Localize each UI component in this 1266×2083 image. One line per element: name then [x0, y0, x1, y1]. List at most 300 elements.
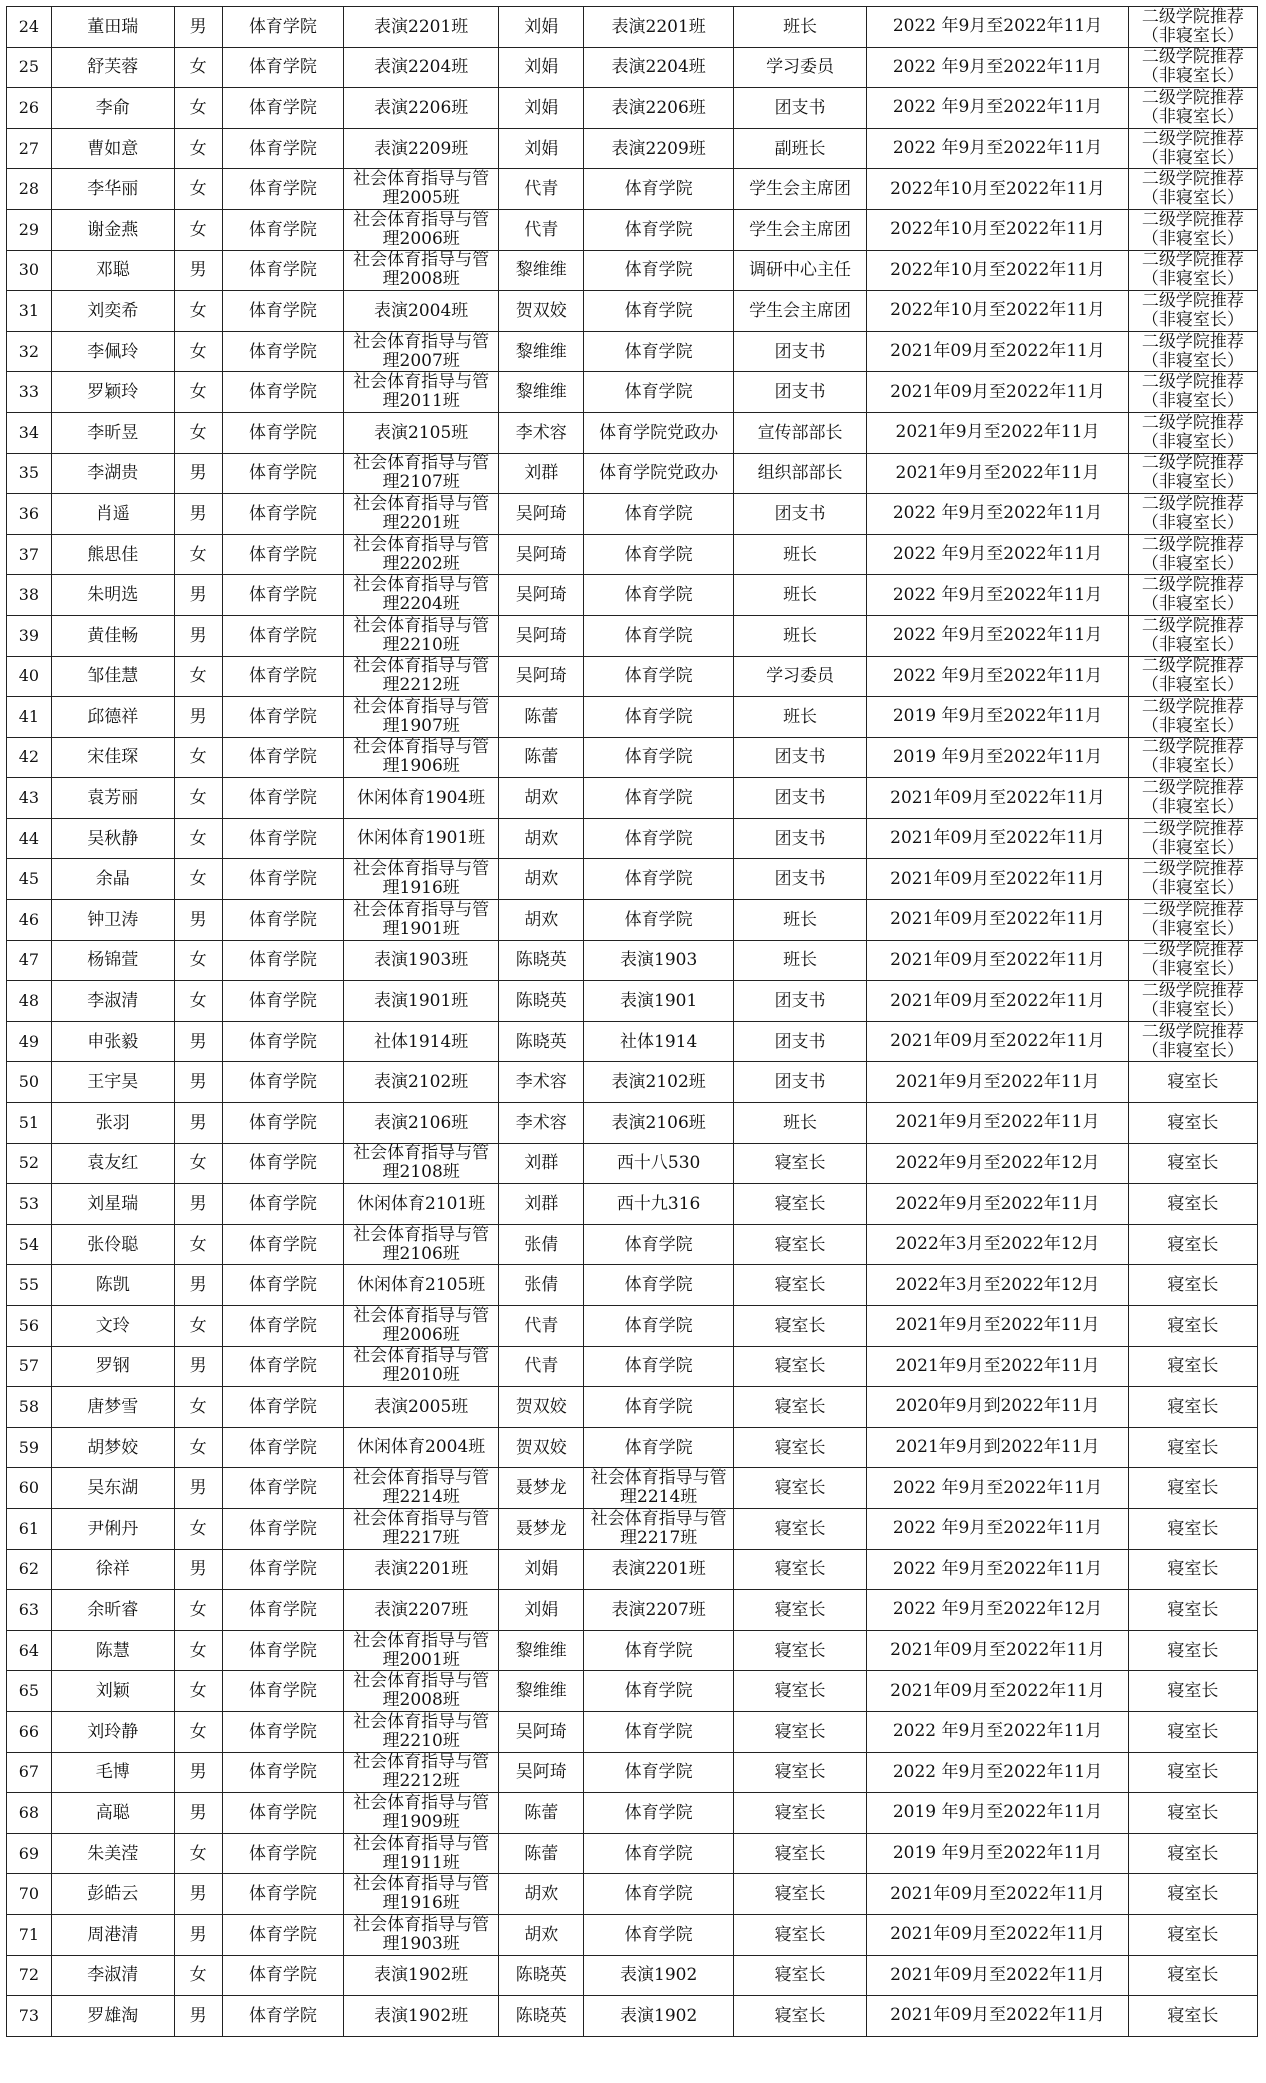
- class-name-cell: 社会体育指导与管理2201班: [344, 494, 499, 535]
- student-name-cell: 徐祥: [51, 1549, 174, 1590]
- class-name-cell: 休闲体育1901班: [344, 818, 499, 859]
- advisor-cell: 吴阿琦: [499, 534, 584, 575]
- advisor-cell: 刘娟: [499, 1549, 584, 1590]
- unit-cell: 体育学院: [584, 1711, 733, 1752]
- advisor-cell: 李术容: [499, 1062, 584, 1103]
- college-cell: 体育学院: [222, 250, 344, 291]
- advisor-cell: 刘娟: [499, 47, 584, 88]
- college-cell: 体育学院: [222, 818, 344, 859]
- gender-cell: 女: [174, 209, 222, 250]
- gender-cell: 女: [174, 1387, 222, 1428]
- table-row: [7, 372, 1258, 413]
- term-period-cell: 2021年9月至2022年11月: [867, 1103, 1129, 1144]
- recommendation-type-cell: 二级学院推荐（非寝室长）: [1128, 859, 1257, 900]
- advisor-cell: 张倩: [499, 1224, 584, 1265]
- recommendation-type-cell: 寝室长: [1128, 1184, 1257, 1225]
- advisor-cell: 吴阿琦: [499, 656, 584, 697]
- gender-cell: 女: [174, 1711, 222, 1752]
- class-name-cell: 社会体育指导与管理2106班: [344, 1224, 499, 1265]
- unit-cell: 体育学院: [584, 656, 733, 697]
- recommendation-type-cell: 二级学院推荐（非寝室长）: [1128, 494, 1257, 535]
- student-name-cell: 王宇昊: [51, 1062, 174, 1103]
- class-name-cell: 社体1914班: [344, 1021, 499, 1062]
- term-period-cell: 2019 年9月至2022年11月: [867, 697, 1129, 738]
- unit-cell: 体育学院: [584, 900, 733, 941]
- table-row: [7, 1711, 1258, 1752]
- unit-cell: 体育学院: [584, 372, 733, 413]
- position-cell: 寝室长: [733, 1874, 866, 1915]
- unit-cell: 社会体育指导与管理2214班: [584, 1468, 733, 1509]
- class-name-cell: 社会体育指导与管理2202班: [344, 534, 499, 575]
- student-name-cell: 罗颖玲: [51, 372, 174, 413]
- advisor-cell: 黎维维: [499, 250, 584, 291]
- table-row: [7, 1468, 1258, 1509]
- gender-cell: 女: [174, 1590, 222, 1631]
- position-cell: 寝室长: [733, 1833, 866, 1874]
- row-index-cell: 73: [7, 1996, 52, 2037]
- advisor-cell: 黎维维: [499, 372, 584, 413]
- row-index-cell: 26: [7, 88, 52, 129]
- advisor-cell: 李术容: [499, 412, 584, 453]
- unit-cell: 体育学院: [584, 1224, 733, 1265]
- college-cell: 体育学院: [222, 737, 344, 778]
- gender-cell: 男: [174, 453, 222, 494]
- term-period-cell: 2021年09月至2022年11月: [867, 1996, 1129, 2037]
- class-name-cell: 社会体育指导与管理2005班: [344, 169, 499, 210]
- student-name-cell: 余晶: [51, 859, 174, 900]
- college-cell: 体育学院: [222, 1306, 344, 1347]
- recommendation-type-cell: 寝室长: [1128, 1996, 1257, 2037]
- student-name-cell: 刘颖: [51, 1671, 174, 1712]
- row-index-cell: 64: [7, 1630, 52, 1671]
- recommendation-type-cell: 二级学院推荐（非寝室长）: [1128, 331, 1257, 372]
- student-name-cell: 杨锦萱: [51, 940, 174, 981]
- position-cell: 组织部部长: [733, 453, 866, 494]
- position-cell: 班长: [733, 575, 866, 616]
- student-name-cell: 李佩玲: [51, 331, 174, 372]
- class-name-cell: 表演2204班: [344, 47, 499, 88]
- class-name-cell: 表演2201班: [344, 1549, 499, 1590]
- position-cell: 寝室长: [733, 1387, 866, 1428]
- term-period-cell: 2022 年9月至2022年11月: [867, 7, 1129, 48]
- college-cell: 体育学院: [222, 1346, 344, 1387]
- table-row: [7, 1265, 1258, 1306]
- recommendation-type-cell: 寝室长: [1128, 1265, 1257, 1306]
- row-index-cell: 46: [7, 900, 52, 941]
- term-period-cell: 2022 年9月至2022年11月: [867, 88, 1129, 129]
- class-name-cell: 休闲体育2105班: [344, 1265, 499, 1306]
- table-row: [7, 1874, 1258, 1915]
- term-period-cell: 2021年9月至2022年11月: [867, 1062, 1129, 1103]
- class-name-cell: 表演2206班: [344, 88, 499, 129]
- class-name-cell: 社会体育指导与管理1901班: [344, 900, 499, 941]
- term-period-cell: 2019 年9月至2022年11月: [867, 1833, 1129, 1874]
- row-index-cell: 69: [7, 1833, 52, 1874]
- unit-cell: 表演2201班: [584, 7, 733, 48]
- gender-cell: 女: [174, 1143, 222, 1184]
- class-name-cell: 表演2201班: [344, 7, 499, 48]
- college-cell: 体育学院: [222, 1143, 344, 1184]
- college-cell: 体育学院: [222, 291, 344, 332]
- gender-cell: 男: [174, 615, 222, 656]
- term-period-cell: 2020年9月到2022年11月: [867, 1387, 1129, 1428]
- recommendation-type-cell: 二级学院推荐（非寝室长）: [1128, 981, 1257, 1022]
- unit-cell: 社体1914: [584, 1021, 733, 1062]
- college-cell: 体育学院: [222, 1996, 344, 2037]
- table-row: [7, 1752, 1258, 1793]
- unit-cell: 表演1902: [584, 1996, 733, 2037]
- class-name-cell: 表演2106班: [344, 1103, 499, 1144]
- unit-cell: 体育学院党政办: [584, 412, 733, 453]
- position-cell: 班长: [733, 940, 866, 981]
- term-period-cell: 2021年09月至2022年11月: [867, 940, 1129, 981]
- term-period-cell: 2022 年9月至2022年11月: [867, 656, 1129, 697]
- unit-cell: 表演2209班: [584, 128, 733, 169]
- student-name-cell: 余昕睿: [51, 1590, 174, 1631]
- table-row: [7, 291, 1258, 332]
- position-cell: 寝室长: [733, 1914, 866, 1955]
- unit-cell: 体育学院: [584, 1833, 733, 1874]
- position-cell: 寝室长: [733, 1346, 866, 1387]
- recommendation-type-cell: 二级学院推荐（非寝室长）: [1128, 1021, 1257, 1062]
- student-name-cell: 周港清: [51, 1914, 174, 1955]
- table-row: [7, 1062, 1258, 1103]
- table-row: [7, 778, 1258, 819]
- row-index-cell: 62: [7, 1549, 52, 1590]
- term-period-cell: 2022 年9月至2022年11月: [867, 128, 1129, 169]
- advisor-cell: 刘娟: [499, 128, 584, 169]
- recommendation-type-cell: 二级学院推荐（非寝室长）: [1128, 615, 1257, 656]
- gender-cell: 女: [174, 128, 222, 169]
- term-period-cell: 2022 年9月至2022年11月: [867, 1468, 1129, 1509]
- unit-cell: 体育学院: [584, 615, 733, 656]
- unit-cell: 体育学院: [584, 859, 733, 900]
- row-index-cell: 31: [7, 291, 52, 332]
- college-cell: 体育学院: [222, 1955, 344, 1996]
- position-cell: 团支书: [733, 859, 866, 900]
- table-row: [7, 1306, 1258, 1347]
- term-period-cell: 2022年9月至2022年12月: [867, 1143, 1129, 1184]
- position-cell: 寝室长: [733, 1549, 866, 1590]
- unit-cell: 体育学院: [584, 1346, 733, 1387]
- college-cell: 体育学院: [222, 1508, 344, 1549]
- row-index-cell: 52: [7, 1143, 52, 1184]
- position-cell: 寝室长: [733, 1996, 866, 2037]
- table-row: [7, 1590, 1258, 1631]
- class-name-cell: 休闲体育1904班: [344, 778, 499, 819]
- class-name-cell: 社会体育指导与管理2210班: [344, 615, 499, 656]
- recommendation-type-cell: 二级学院推荐（非寝室长）: [1128, 778, 1257, 819]
- college-cell: 体育学院: [222, 453, 344, 494]
- recommendation-type-cell: 寝室长: [1128, 1874, 1257, 1915]
- unit-cell: 西十九316: [584, 1184, 733, 1225]
- row-index-cell: 25: [7, 47, 52, 88]
- table-row: [7, 209, 1258, 250]
- term-period-cell: 2021年9月到2022年11月: [867, 1427, 1129, 1468]
- class-name-cell: 社会体育指导与管理2217班: [344, 1508, 499, 1549]
- row-index-cell: 54: [7, 1224, 52, 1265]
- table-row: [7, 1833, 1258, 1874]
- gender-cell: 男: [174, 1549, 222, 1590]
- recommendation-type-cell: 寝室长: [1128, 1062, 1257, 1103]
- class-name-cell: 社会体育指导与管理1911班: [344, 1833, 499, 1874]
- college-cell: 体育学院: [222, 1184, 344, 1225]
- gender-cell: 女: [174, 818, 222, 859]
- recommendation-type-cell: 寝室长: [1128, 1671, 1257, 1712]
- student-name-cell: 李淑清: [51, 1955, 174, 1996]
- table-row: [7, 1508, 1258, 1549]
- college-cell: 体育学院: [222, 1711, 344, 1752]
- table-row: [7, 1184, 1258, 1225]
- advisor-cell: 吴阿琦: [499, 575, 584, 616]
- unit-cell: 表演2102班: [584, 1062, 733, 1103]
- term-period-cell: 2022 年9月至2022年11月: [867, 47, 1129, 88]
- position-cell: 副班长: [733, 128, 866, 169]
- advisor-cell: 刘群: [499, 1184, 584, 1225]
- student-name-cell: 张伶聪: [51, 1224, 174, 1265]
- gender-cell: 男: [174, 494, 222, 535]
- row-index-cell: 34: [7, 412, 52, 453]
- recommendation-type-cell: 二级学院推荐（非寝室长）: [1128, 128, 1257, 169]
- row-index-cell: 49: [7, 1021, 52, 1062]
- advisor-cell: 陈晓英: [499, 981, 584, 1022]
- term-period-cell: 2022年10月至2022年11月: [867, 209, 1129, 250]
- student-name-cell: 彭皓云: [51, 1874, 174, 1915]
- advisor-cell: 陈蕾: [499, 1793, 584, 1834]
- row-index-cell: 33: [7, 372, 52, 413]
- position-cell: 寝室长: [733, 1508, 866, 1549]
- recommendation-type-cell: 寝室长: [1128, 1590, 1257, 1631]
- term-period-cell: 2019 年9月至2022年11月: [867, 1793, 1129, 1834]
- table-row: [7, 1671, 1258, 1712]
- row-index-cell: 72: [7, 1955, 52, 1996]
- term-period-cell: 2021年09月至2022年11月: [867, 1671, 1129, 1712]
- position-cell: 团支书: [733, 331, 866, 372]
- class-name-cell: 社会体育指导与管理2008班: [344, 250, 499, 291]
- position-cell: 班长: [733, 1103, 866, 1144]
- advisor-cell: 贺双姣: [499, 1387, 584, 1428]
- unit-cell: 表演1903: [584, 940, 733, 981]
- row-index-cell: 60: [7, 1468, 52, 1509]
- student-name-cell: 申张毅: [51, 1021, 174, 1062]
- row-index-cell: 32: [7, 331, 52, 372]
- term-period-cell: 2022年3月至2022年12月: [867, 1224, 1129, 1265]
- row-index-cell: 30: [7, 250, 52, 291]
- table-row: [7, 128, 1258, 169]
- gender-cell: 男: [174, 1184, 222, 1225]
- advisor-cell: 代青: [499, 1346, 584, 1387]
- gender-cell: 女: [174, 656, 222, 697]
- row-index-cell: 24: [7, 7, 52, 48]
- row-index-cell: 36: [7, 494, 52, 535]
- term-period-cell: 2022 年9月至2022年11月: [867, 615, 1129, 656]
- table-row: [7, 250, 1258, 291]
- advisor-cell: 聂梦龙: [499, 1468, 584, 1509]
- gender-cell: 男: [174, 1874, 222, 1915]
- position-cell: 团支书: [733, 1062, 866, 1103]
- college-cell: 体育学院: [222, 169, 344, 210]
- advisor-cell: 吴阿琦: [499, 494, 584, 535]
- recommendation-type-cell: 寝室长: [1128, 1630, 1257, 1671]
- college-cell: 体育学院: [222, 859, 344, 900]
- student-name-cell: 李华丽: [51, 169, 174, 210]
- table-row: [7, 534, 1258, 575]
- table-row: [7, 737, 1258, 778]
- row-index-cell: 40: [7, 656, 52, 697]
- unit-cell: 体育学院: [584, 1387, 733, 1428]
- recommendation-type-cell: 二级学院推荐（非寝室长）: [1128, 818, 1257, 859]
- recommendation-type-cell: 二级学院推荐（非寝室长）: [1128, 169, 1257, 210]
- student-name-cell: 文玲: [51, 1306, 174, 1347]
- gender-cell: 女: [174, 1427, 222, 1468]
- row-index-cell: 38: [7, 575, 52, 616]
- row-index-cell: 65: [7, 1671, 52, 1712]
- student-name-cell: 黄佳畅: [51, 615, 174, 656]
- row-index-cell: 47: [7, 940, 52, 981]
- recommendation-type-cell: 寝室长: [1128, 1833, 1257, 1874]
- advisor-cell: 代青: [499, 1306, 584, 1347]
- gender-cell: 男: [174, 1346, 222, 1387]
- row-index-cell: 27: [7, 128, 52, 169]
- position-cell: 寝室长: [733, 1752, 866, 1793]
- college-cell: 体育学院: [222, 1224, 344, 1265]
- gender-cell: 男: [174, 697, 222, 738]
- college-cell: 体育学院: [222, 1062, 344, 1103]
- unit-cell: 表演2201班: [584, 1549, 733, 1590]
- row-index-cell: 43: [7, 778, 52, 819]
- term-period-cell: 2021年09月至2022年11月: [867, 331, 1129, 372]
- table-row: [7, 818, 1258, 859]
- advisor-cell: 陈蕾: [499, 737, 584, 778]
- student-name-cell: 邹佳慧: [51, 656, 174, 697]
- unit-cell: 表演1901: [584, 981, 733, 1022]
- unit-cell: 体育学院: [584, 1752, 733, 1793]
- position-cell: 寝室长: [733, 1184, 866, 1225]
- college-cell: 体育学院: [222, 697, 344, 738]
- unit-cell: 体育学院: [584, 1265, 733, 1306]
- table-row: [7, 1996, 1258, 2037]
- advisor-cell: 胡欢: [499, 1914, 584, 1955]
- student-name-cell: 毛博: [51, 1752, 174, 1793]
- gender-cell: 女: [174, 88, 222, 129]
- recommendation-type-cell: 寝室长: [1128, 1793, 1257, 1834]
- table-row: [7, 169, 1258, 210]
- unit-cell: 体育学院: [584, 291, 733, 332]
- table-row: [7, 940, 1258, 981]
- gender-cell: 男: [174, 1996, 222, 2037]
- gender-cell: 女: [174, 331, 222, 372]
- term-period-cell: 2021年9月至2022年11月: [867, 412, 1129, 453]
- college-cell: 体育学院: [222, 900, 344, 941]
- position-cell: 寝室长: [733, 1265, 866, 1306]
- position-cell: 调研中心主任: [733, 250, 866, 291]
- position-cell: 寝室长: [733, 1955, 866, 1996]
- term-period-cell: 2021年9月至2022年11月: [867, 1346, 1129, 1387]
- class-name-cell: 社会体育指导与管理1916班: [344, 859, 499, 900]
- recommendation-type-cell: 寝室长: [1128, 1224, 1257, 1265]
- gender-cell: 女: [174, 1671, 222, 1712]
- student-name-cell: 舒芙蓉: [51, 47, 174, 88]
- class-name-cell: 休闲体育2004班: [344, 1427, 499, 1468]
- college-cell: 体育学院: [222, 1387, 344, 1428]
- table-row: [7, 1793, 1258, 1834]
- college-cell: 体育学院: [222, 1793, 344, 1834]
- table-row: [7, 1021, 1258, 1062]
- position-cell: 学习委员: [733, 656, 866, 697]
- term-period-cell: 2019 年9月至2022年11月: [867, 737, 1129, 778]
- table-row: [7, 1143, 1258, 1184]
- gender-cell: 男: [174, 1062, 222, 1103]
- advisor-cell: 胡欢: [499, 818, 584, 859]
- college-cell: 体育学院: [222, 494, 344, 535]
- class-name-cell: 社会体育指导与管理2212班: [344, 1752, 499, 1793]
- class-name-cell: 表演1902班: [344, 1996, 499, 2037]
- unit-cell: 体育学院: [584, 494, 733, 535]
- unit-cell: 体育学院: [584, 737, 733, 778]
- position-cell: 寝室长: [733, 1590, 866, 1631]
- unit-cell: 表演1902: [584, 1955, 733, 1996]
- position-cell: 寝室长: [733, 1224, 866, 1265]
- advisor-cell: 吴阿琦: [499, 1711, 584, 1752]
- student-name-cell: 董田瑞: [51, 7, 174, 48]
- gender-cell: 男: [174, 1468, 222, 1509]
- unit-cell: 表演2207班: [584, 1590, 733, 1631]
- table-row: [7, 47, 1258, 88]
- recommendation-type-cell: 寝室长: [1128, 1468, 1257, 1509]
- position-cell: 团支书: [733, 737, 866, 778]
- student-name-cell: 袁芳丽: [51, 778, 174, 819]
- recommendation-type-cell: 二级学院推荐（非寝室长）: [1128, 291, 1257, 332]
- gender-cell: 女: [174, 412, 222, 453]
- college-cell: 体育学院: [222, 372, 344, 413]
- student-name-cell: 陈慧: [51, 1630, 174, 1671]
- row-index-cell: 41: [7, 697, 52, 738]
- class-name-cell: 社会体育指导与管理2214班: [344, 1468, 499, 1509]
- row-index-cell: 57: [7, 1346, 52, 1387]
- advisor-cell: 黎维维: [499, 1671, 584, 1712]
- student-name-cell: 李淑清: [51, 981, 174, 1022]
- gender-cell: 女: [174, 778, 222, 819]
- term-period-cell: 2022 年9月至2022年11月: [867, 1549, 1129, 1590]
- college-cell: 体育学院: [222, 1833, 344, 1874]
- term-period-cell: 2021年09月至2022年11月: [867, 1955, 1129, 1996]
- term-period-cell: 2021年09月至2022年11月: [867, 1874, 1129, 1915]
- class-name-cell: 表演1903班: [344, 940, 499, 981]
- gender-cell: 女: [174, 1508, 222, 1549]
- term-period-cell: 2021年9月至2022年11月: [867, 453, 1129, 494]
- row-index-cell: 67: [7, 1752, 52, 1793]
- row-index-cell: 58: [7, 1387, 52, 1428]
- row-index-cell: 51: [7, 1103, 52, 1144]
- class-name-cell: 社会体育指导与管理2107班: [344, 453, 499, 494]
- class-name-cell: 社会体育指导与管理1916班: [344, 1874, 499, 1915]
- advisor-cell: 陈晓英: [499, 1021, 584, 1062]
- class-name-cell: 表演2005班: [344, 1387, 499, 1428]
- student-name-cell: 曹如意: [51, 128, 174, 169]
- college-cell: 体育学院: [222, 981, 344, 1022]
- unit-cell: 体育学院: [584, 534, 733, 575]
- student-name-cell: 唐梦雪: [51, 1387, 174, 1428]
- student-name-cell: 吴东湖: [51, 1468, 174, 1509]
- position-cell: 学习委员: [733, 47, 866, 88]
- college-cell: 体育学院: [222, 1549, 344, 1590]
- class-name-cell: 社会体育指导与管理2011班: [344, 372, 499, 413]
- class-name-cell: 表演2004班: [344, 291, 499, 332]
- gender-cell: 女: [174, 372, 222, 413]
- advisor-cell: 胡欢: [499, 778, 584, 819]
- gender-cell: 男: [174, 250, 222, 291]
- gender-cell: 女: [174, 47, 222, 88]
